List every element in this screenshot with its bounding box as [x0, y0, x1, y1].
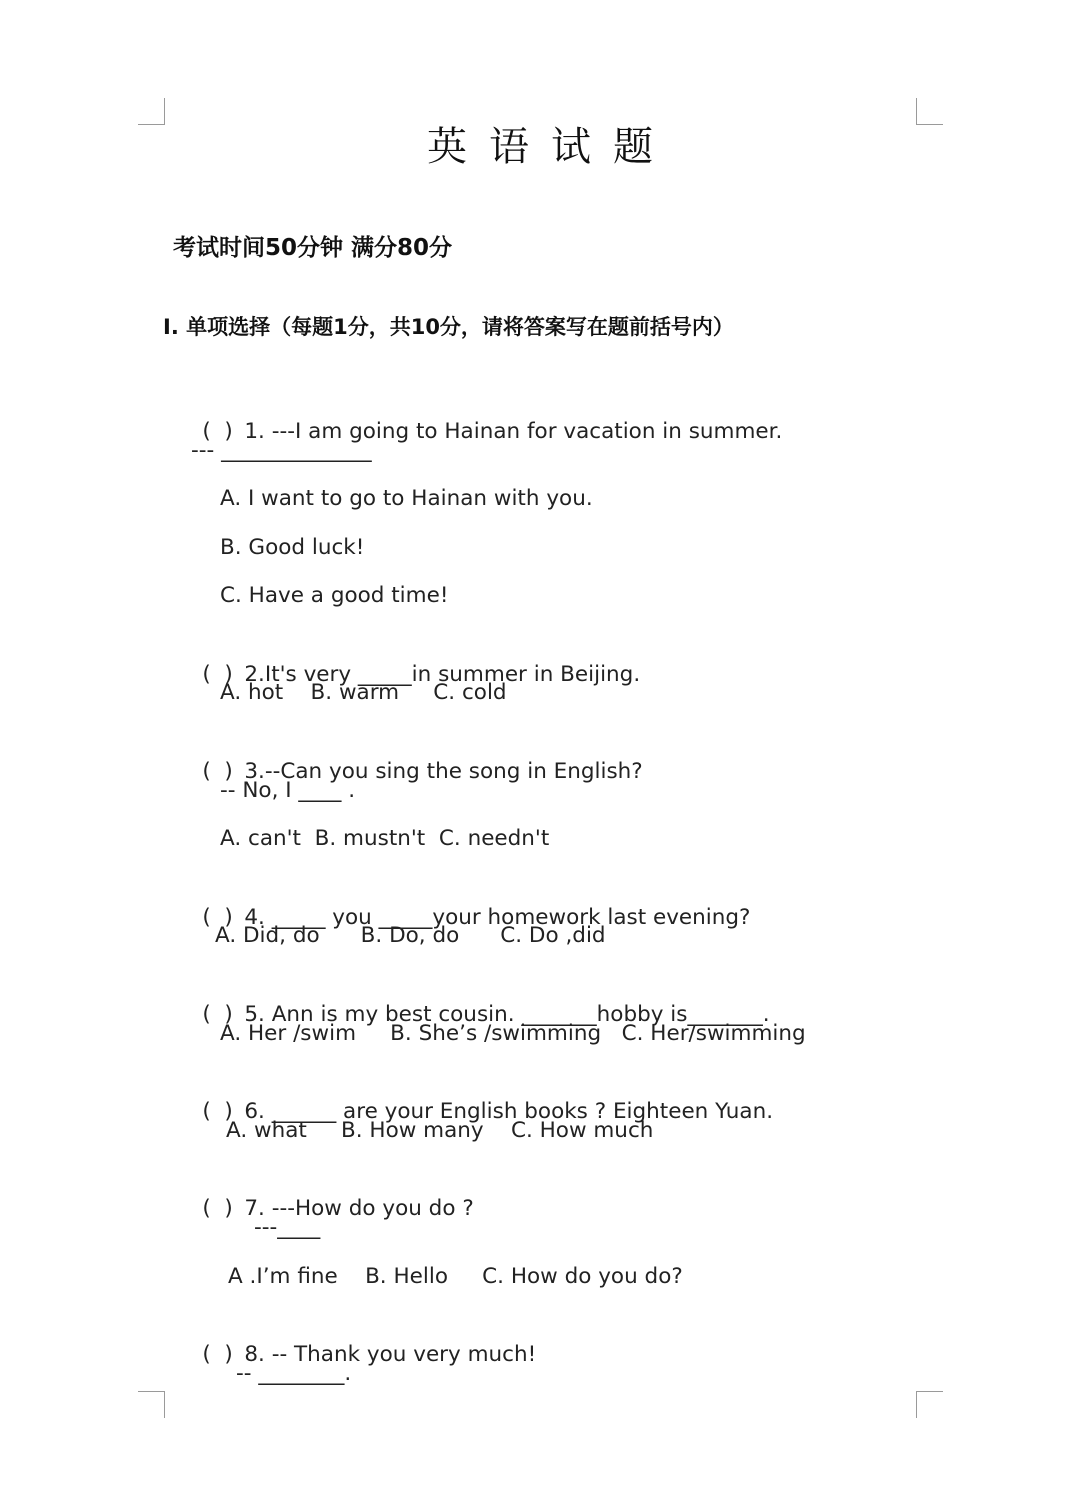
question-7-reply: ---____ [254, 1215, 321, 1240]
question-2-options: A. hot B. warm C. cold [220, 680, 507, 705]
answer-bracket: ( ) [202, 1342, 233, 1367]
question-3-reply: -- No, I ____ . [220, 778, 356, 803]
question-8-reply: -- ________. [236, 1361, 352, 1386]
crop-mark-bottom-left [138, 1391, 165, 1418]
question-stem: 2.It's very _____in summer in Beijing. [244, 662, 641, 687]
question-3-options: A. can't B. mustn't C. needn't [220, 826, 550, 851]
question-stem: 1. ---I am going to Hainan for vacation in summer. [244, 419, 783, 444]
question-5-options: A. Her /swim B. She’s /swimming C. Her/swimming [220, 1021, 806, 1046]
question-7 [175, 1164, 474, 1254]
answer-bracket: ( ) [202, 759, 233, 784]
crop-mark-bottom-right [916, 1391, 943, 1418]
answer-bracket: ( ) [202, 1196, 233, 1221]
question-7-options: A .I’m fine B. Hello C. How do you do? [228, 1264, 683, 1289]
question-1-option-c: C. Have a good time! [220, 583, 449, 608]
answer-bracket: ( ) [202, 1002, 233, 1027]
question-8 [175, 1310, 536, 1400]
answer-bracket: ( ) [202, 1099, 233, 1124]
question-stem: 7. ---How do you do ? [244, 1196, 474, 1221]
question-stem: 5. Ann is my best cousin. _______hobby is_______. [244, 1002, 770, 1027]
answer-bracket: ( ) [202, 662, 233, 687]
question-stem: 6. ______ are your English books ? Eighteen Yuan. [244, 1099, 774, 1124]
question-stem: 8. -- Thank you very much! [244, 1342, 537, 1367]
question-4-options: A. Did, do B. Do, do C. Do ,did [215, 923, 606, 948]
question-1-option-b: B. Good luck! [220, 535, 365, 560]
section-heading: I. 单项选择（每题1分，共10分，请将答案写在题前括号内） [163, 315, 734, 339]
page-title: 英语试题 [427, 124, 675, 170]
exam-meta: 考试时间50分钟 满分80分 [173, 235, 453, 261]
question-6-options: A. what B. How many C. How much [226, 1118, 654, 1143]
question-stem: 3.--Can you sing the song in English? [244, 759, 643, 784]
answer-bracket: ( ) [202, 419, 233, 444]
answer-bracket: ( ) [202, 905, 233, 930]
question-1-reply: --- ______________ [191, 438, 372, 463]
question-1-option-a: A. I want to go to Hainan with you. [220, 486, 593, 511]
question-stem: 4. _____ you _____your homework last evening? [244, 905, 751, 930]
